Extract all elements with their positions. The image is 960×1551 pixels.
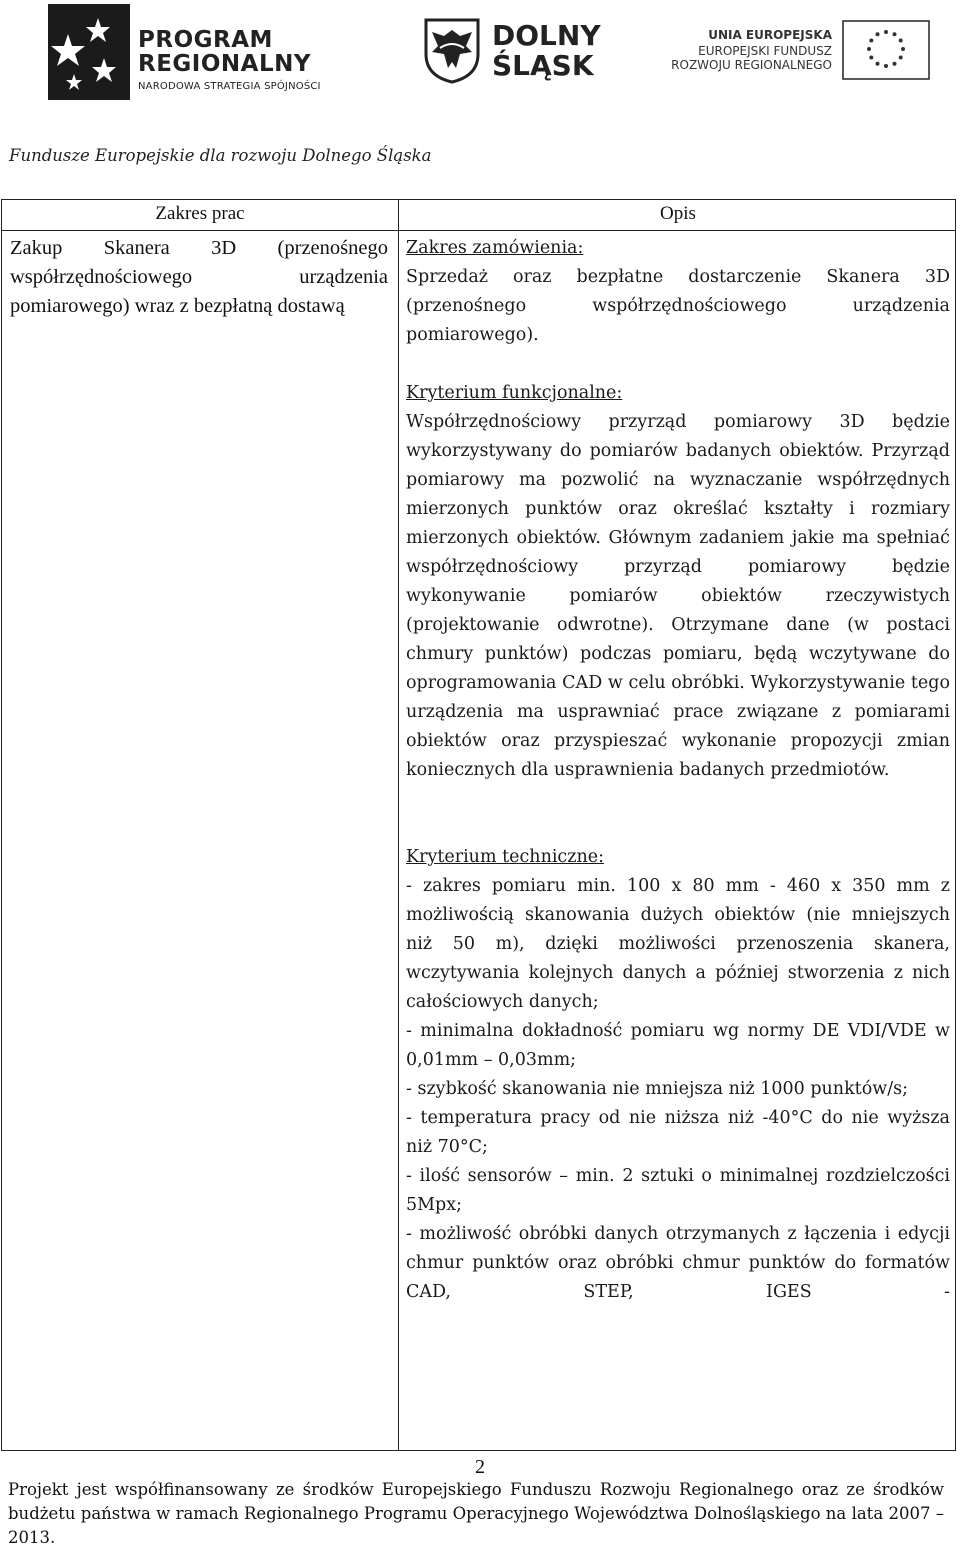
eu-logo: [671, 20, 944, 82]
list-item: - szybkość skanowania nie mniejsza niż 1000 punktów/s;: [406, 1079, 908, 1099]
dolny-logo-text: DOLNY: [492, 19, 601, 52]
eu-logo-title: UNIA EUROPEJSKA: [708, 28, 832, 42]
eu-logo-regional: ROZWOJU REGIONALNEGO: [671, 58, 832, 72]
technical-criterion-heading: Kryterium techniczne:: [406, 847, 604, 867]
eagle-crest-icon: [424, 18, 480, 84]
program-logo-tagline: NARODOWA STRATEGIA SPÓJNOŚCI: [138, 81, 321, 92]
header-description: Opis: [660, 203, 696, 224]
description-cell: [406, 234, 950, 1307]
list-item: - możliwość obróbki danych otrzymanych z łączenia i edycji chmur punktów oraz obróbki chmur punktów do formatów CAD, STEP, IGES -: [406, 1224, 950, 1302]
page-number: 2: [475, 1456, 485, 1478]
list-item: - temperatura pracy od nie niższa niż -40°C do nie wyższa niż 70°C;: [406, 1108, 950, 1157]
list-item: - zakres pomiaru min. 100 x 80 mm - 460 x 350 mm z możliwością skanowania dużych obiektów (nie mniejszych niż 50 m), dzięki możliwości przenoszenia skanera, wczytywania kolejnych danych a później stworzenia z nich całościowych danych;: [406, 876, 950, 1012]
eu-flag-icon: [842, 20, 930, 80]
slask-logo-text: ŚLĄSK: [492, 49, 594, 82]
technical-criteria-list: [406, 872, 950, 1307]
dolny-slask-logo: [424, 18, 624, 88]
program-logo-text: PROGRAM: [138, 27, 273, 53]
logo-header: [0, 0, 960, 110]
list-item: - minimalna dokładność pomiaru wg normy DE VDI/VDE w 0,01mm – 0,03mm;: [406, 1021, 950, 1070]
fund-heading: Fundusze Europejskie dla rozwoju Dolnego Śląska: [9, 146, 432, 165]
header-row-divider: [2, 230, 955, 231]
regionalny-logo-text: REGIONALNY: [138, 51, 312, 77]
program-regionalny-logo: [48, 4, 368, 100]
order-scope-heading: Zakres zamówienia:: [406, 238, 584, 258]
scope-of-work-cell: Zakup Skanera 3D (przenośnego współrzędnościowego urządzenia pomiarowego) wraz z bezpłatną dostawą: [10, 237, 388, 317]
column-divider: [398, 200, 399, 1450]
functional-criterion-heading: Kryterium funkcjonalne:: [406, 383, 623, 403]
stars-emblem-icon: [48, 4, 130, 100]
cofinancing-footer: Projekt jest współfinansowany ze środków Europejskiego Funduszu Rozwoju Regionalnego oraz ze środków budżetu państwa w ramach Regionalnego Programu Operacyjnego Województwa Dolnośląskiego na lata 2007 – 2013.: [8, 1480, 944, 1547]
eu-logo-fund: EUROPEJSKI FUNDUSZ: [698, 44, 832, 58]
header-scope-of-work: Zakres prac: [155, 203, 245, 224]
specification-table: [1, 199, 956, 1451]
functional-criterion-text: Współrzędnościowy przyrząd pomiarowy 3D będzie wykorzystywany do pomiarów badanych obiektów. Przyrząd pomiarowy ma pozwolić na wyznaczanie współrzędnych mierzonych punktów oraz określać kształty i rozmiary mierzonych obiektów. Głównym zadaniem jakie ma spełniać współrzędnościowy przyrząd pomiarowy będzie wykonywanie pomiarów obiektów rzeczywistych (projektowanie odwrotne). Otrzymane dane (w postaci chmury punktów) podczas pomiaru, będą wczytywane do oprogramowania CAD w celu obróbki. Wykorzystywanie tego urządzenia ma usprawniać prace związane z pomiarami obiektów oraz przyspieszać wykonanie propozycji zmian koniecznych dla usprawnienia badanych przedmiotów.: [406, 412, 950, 780]
list-item: - ilość sensorów – min. 2 sztuki o minimalnej rozdzielczości 5Mpx;: [406, 1166, 950, 1215]
order-scope-text: Sprzedaż oraz bezpłatne dostarczenie Skanera 3D (przenośnego współrzędnościowego urządzenia pomiarowego).: [406, 267, 950, 345]
